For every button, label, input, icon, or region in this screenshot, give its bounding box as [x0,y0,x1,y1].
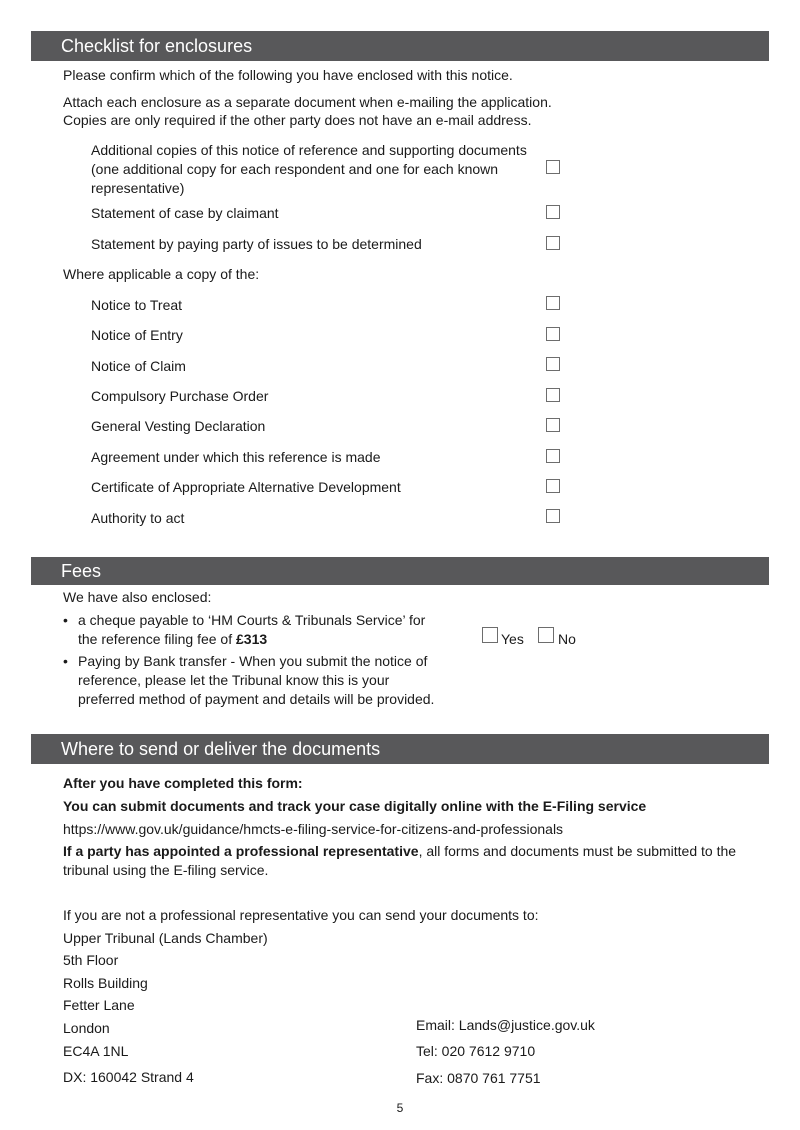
address-line: EC4A 1NL [63,1043,129,1059]
checklist-item-notice-of-entry: Notice of Entry [91,327,183,343]
checklist-item-additional-copies: Additional copies of this notice of reference and supporting documents (one additional copy for each respondent and one for each known representative) [91,142,527,196]
checkbox-statement-paying-party[interactable] [546,236,560,250]
fee-yes-label: Yes [501,631,524,647]
address-line: Fetter Lane [63,997,135,1013]
where-applicable-label: Where applicable a copy of the: [63,266,260,282]
checkbox-agreement[interactable] [546,449,560,463]
cheque-description: a cheque payable to ‘HM Courts & Tribunals Service’ for the reference filing fee of [78,612,426,647]
address-line: London [63,1020,110,1036]
contact-tel: Tel: 020 7612 9710 [416,1043,536,1059]
not-professional-text: If you are not a professional representative you can send your documents to: [63,907,539,923]
checkbox-fee-no[interactable] [538,627,554,643]
section-heading-fees: Fees [31,557,769,585]
checklist-item-notice-to-treat: Notice to Treat [91,297,183,313]
checklist-item-certificate: Certificate of Appropriate Alternative Development [91,479,401,495]
professional-rest: , all forms and documents must be submitted to the tribunal using the E-filing service. [63,843,737,878]
checklist-item-statement-of-case: Statement of case by claimant [91,205,279,221]
address-dx: DX: 160042 Strand 4 [63,1069,194,1085]
checklist-item-agreement: Agreement under which this reference is made [91,449,381,465]
checkbox-fee-yes[interactable] [482,627,498,643]
checklist-item-general-vesting-declaration: General Vesting Declaration [91,418,266,434]
contact-fax: Fax: 0870 761 7751 [416,1070,541,1086]
checkbox-compulsory-purchase-order[interactable] [546,388,560,402]
checkbox-notice-of-claim[interactable] [546,357,560,371]
bullet-bank-transfer: • [63,653,68,669]
checkbox-notice-to-treat[interactable] [546,296,560,310]
bank-transfer-text: Paying by Bank transfer - When you submit the notice of reference, please let the Tribunal know this is your preferred method of payment and details will be provided. [78,653,435,707]
checklist-item-notice-of-claim: Notice of Claim [91,358,186,374]
professional-bold: If a party has appointed a professional representative [63,843,419,859]
checkbox-statement-of-case[interactable] [546,205,560,219]
bullet-cheque: • [63,612,68,628]
cheque-text [78,611,438,649]
address-line: Upper Tribunal (Lands Chamber) [63,930,268,946]
section-heading-checklist: Checklist for enclosures [31,31,769,61]
page-number: 5 [396,1101,404,1115]
cheque-amount: £313 [236,631,268,647]
checklist-item-compulsory-purchase-order: Compulsory Purchase Order [91,388,269,404]
efiling-line: You can submit documents and track your case digitally online with the E-Filing service [63,798,647,814]
checklist-item-statement-paying-party: Statement by paying party of issues to be determined [91,236,422,252]
attach-line-2: Copies are only required if the other party does not have an e-mail address. [63,112,532,128]
address-line: Rolls Building [63,975,148,991]
checkbox-certificate[interactable] [546,479,560,493]
professional-representative-text [63,842,763,880]
contact-email[interactable]: Email: Lands@justice.gov.uk [416,1017,595,1033]
fee-no-label: No [558,631,576,647]
efiling-url[interactable]: https://www.gov.uk/guidance/hmcts-e-filing-service-for-citizens-and-professionals [63,821,564,837]
section-heading-where-to-send: Where to send or deliver the documents [31,734,769,764]
checklist-intro: Please confirm which of the following you have enclosed with this notice. [63,67,513,83]
checklist-item-authority-to-act: Authority to act [91,510,185,526]
fees-intro: We have also enclosed: [63,589,212,605]
checkbox-authority-to-act[interactable] [546,509,560,523]
checkbox-general-vesting-declaration[interactable] [546,418,560,432]
attach-line-1: Attach each enclosure as a separate document when e-mailing the application. [63,94,552,110]
checkbox-notice-of-entry[interactable] [546,327,560,341]
checkbox-additional-copies[interactable] [546,160,560,174]
address-line: 5th Floor [63,952,119,968]
after-completed-label: After you have completed this form: [63,775,303,791]
